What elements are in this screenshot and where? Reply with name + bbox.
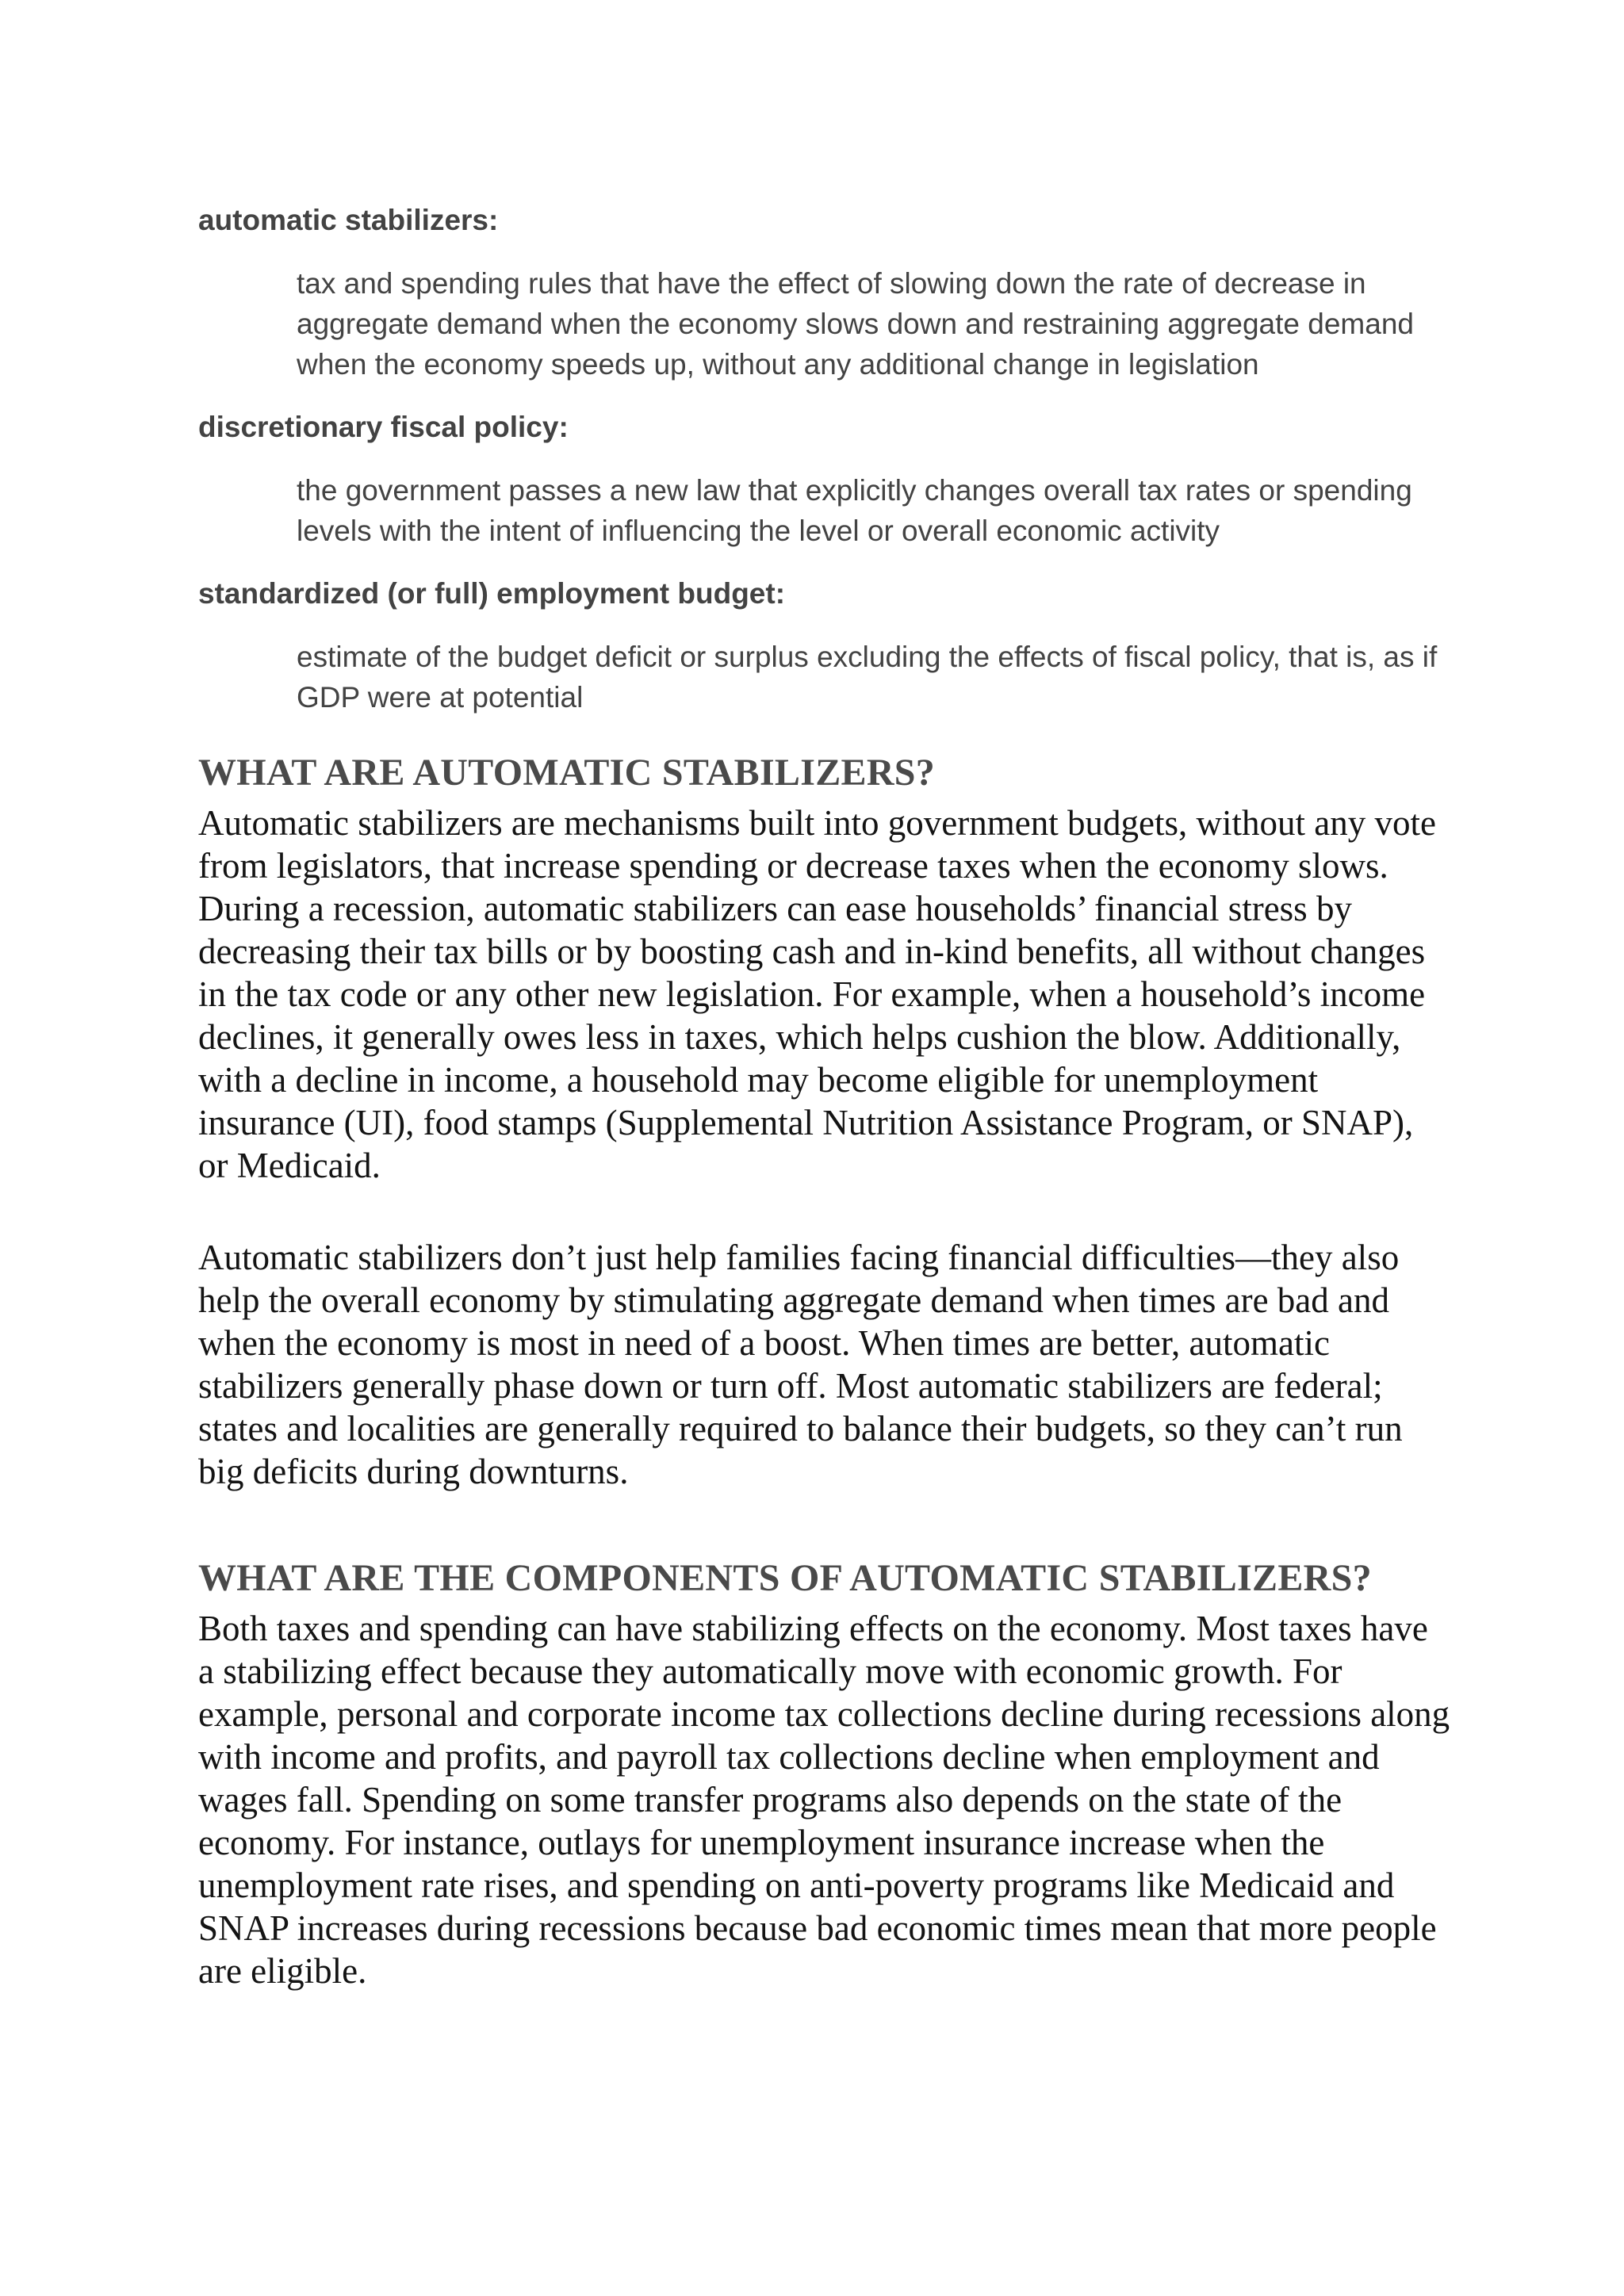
spacer	[198, 737, 1451, 744]
glossary-definition: estimate of the budget deficit or surplus excluding the effects of fiscal policy, that is, as if GDP were at potential	[297, 641, 1438, 714]
spacer	[198, 1187, 1451, 1236]
section-heading: WHAT ARE THE COMPONENTS OF AUTOMATIC STABILIZERS?	[198, 1557, 1372, 1599]
document-content	[198, 197, 1451, 1992]
glossary-term: automatic stabilizers:	[198, 204, 499, 236]
spacer	[198, 1493, 1451, 1550]
section-heading: WHAT ARE AUTOMATIC STABILIZERS?	[198, 752, 936, 794]
glossary-definition: tax and spending rules that have the effect of slowing down the rate of decrease in aggregate demand when the economy slows down and restraining aggregate demand when the economy speeds up, without any additional change in legislation	[297, 267, 1414, 381]
glossary-definition: the government passes a new law that explicitly changes overall tax rates or spending levels with the intent of influencing the level or overall economic activity	[297, 474, 1412, 547]
glossary-term: standardized (or full) employment budget:	[198, 577, 786, 610]
body-paragraph: Automatic stabilizers don’t just help families facing financial difficulties—they also help the overall economy by stimulating aggregate demand when times are bad and when the economy is most in need of a boost. When times are better, automatic stabilizers generally phase down or turn off. Most automatic stabilizers are federal; states and localities are generally required to balance their budgets, so they can’t run big deficits during downturns.	[198, 1238, 1403, 1491]
body-paragraph: Both taxes and spending can have stabilizing effects on the economy. Most taxes have a stabilizing effect because they automatically move with economic growth. For example, personal and corporate income tax collections decline during recessions along with income and profits, and payroll tax collections decline when employment and wages fall. Spending on some transfer programs also depends on the state of the economy. For instance, outlays for unemployment insurance increase when the unemployment rate rises, and spending on anti-poverty programs like Medicaid and SNAP increases during recessions because bad economic times mean that more people are eligible.	[198, 1609, 1450, 1991]
glossary-term: discretionary fiscal policy:	[198, 411, 569, 443]
body-paragraph: Automatic stabilizers are mechanisms built into government budgets, without any vote from legislators, that increase spending or decrease taxes when the economy slows. During a recession, automatic stabilizers can ease households’ financial stress by decreasing their tax bills or by boosting cash and in-kind benefits, all without changes in the tax code or any other new legislation. For example, when a household’s income declines, it generally owes less in taxes, which helps cushion the blow. Additionally, with a decline in income, a household may become eligible for unemployment insurance (UI), food stamps (Supplemental Nutrition Assistance Program, or SNAP), or Medicaid.	[198, 803, 1436, 1185]
